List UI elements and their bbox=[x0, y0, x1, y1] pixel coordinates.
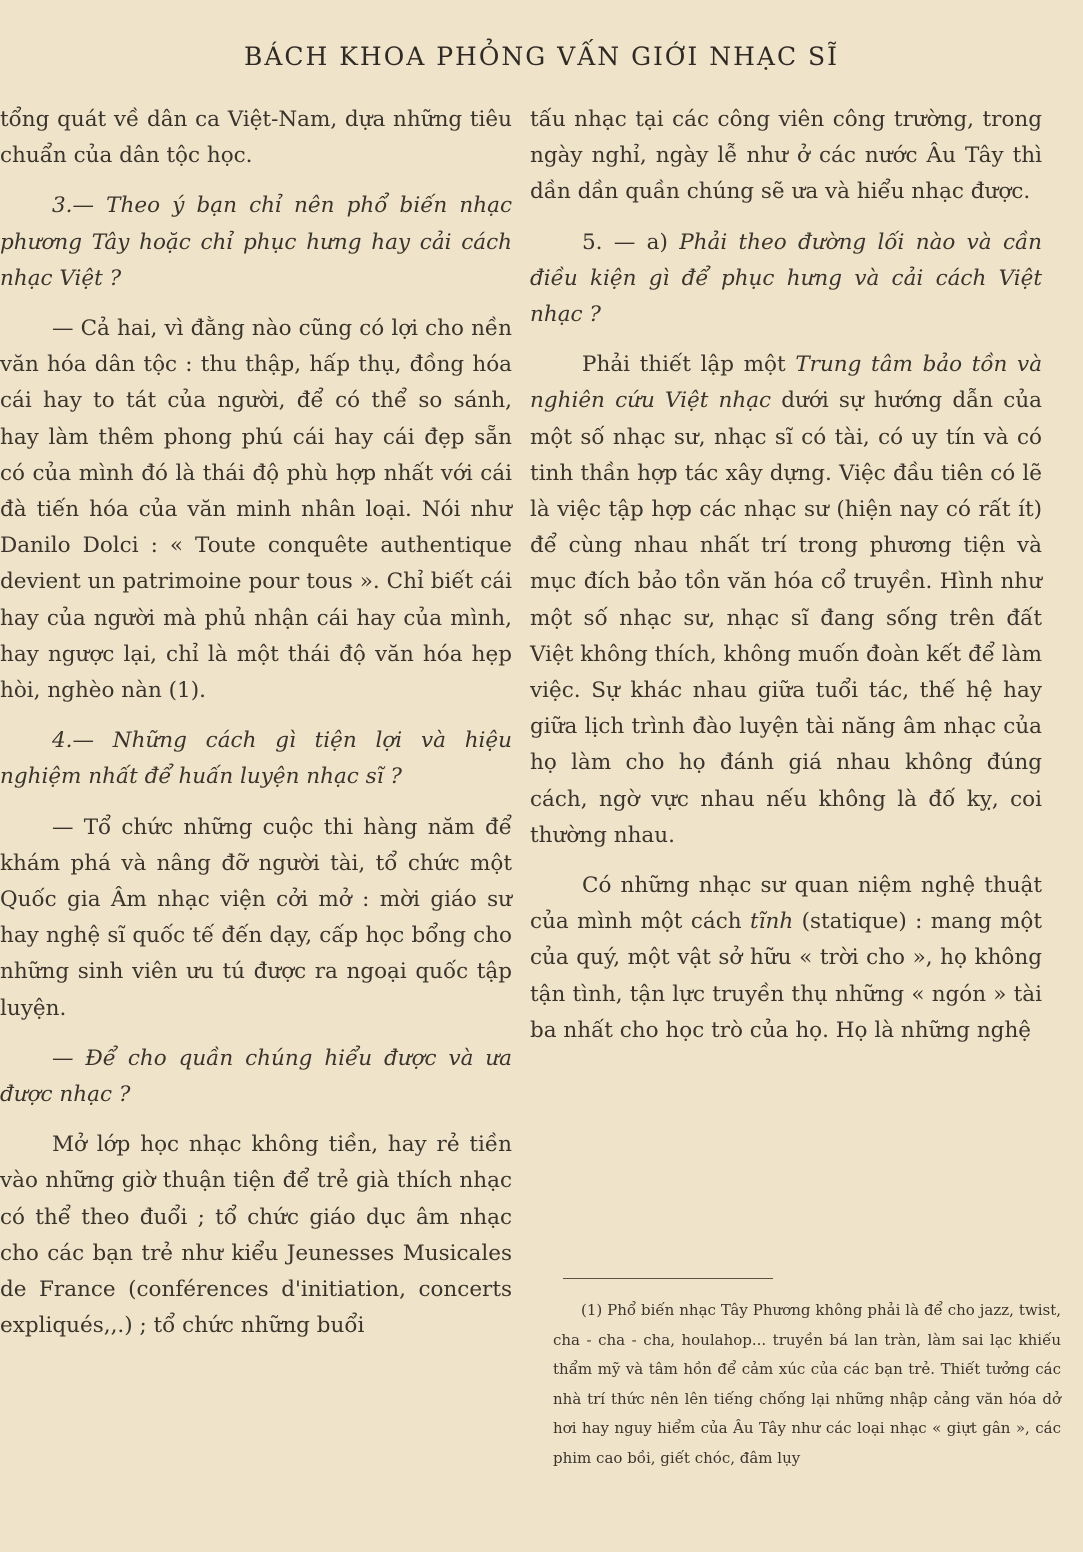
answer-3: — Cả hai, vì đằng nào cũng có lợi cho nền văn hóa dân tộc : thu thập, hấp thụ, đồng hóa cái hay to tát của người, để có thể so sánh, hay làm thêm phong phú cái hay cái đẹp sẵn có của mình đó là thái độ phù hợp nhất với cái đà tiến hóa của văn minh nhân loại. Nói như Danilo Dolci : « Toute conquête authentique devient un patrimoine pour tous ». Chỉ biết cái hay của người mà phủ nhận cái hay của mình, hay ngược lại, chỉ là một thái độ văn hóa hẹp hòi, nghèo nàn (1). bbox=[0, 316, 512, 704]
emphasis-text: Trung tâm bảo tồn và nghiên cứu Việt nhạc bbox=[530, 352, 1043, 414]
answer-5 bbox=[530, 347, 1042, 854]
emphasis-text: tĩnh bbox=[750, 909, 794, 935]
answer-4b: Mở lớp học nhạc không tiền, hay rẻ tiền vào những giờ thuận tiện để trẻ già thích nhạc có thể theo đuổi ; tổ chức giáo dục âm nhạc cho các bạn trẻ như kiểu Jeunesses Musicales de France (conférences d'initiation, concerts expliqués,,.) ; tổ chức những buổi bbox=[0, 1132, 512, 1339]
question-3: 3.— Theo ý bạn chỉ nên phổ biến nhạc phương Tây hoặc chỉ phục hưng hay cải cách nhạc Việt ? bbox=[0, 193, 512, 291]
paragraph: tổng quát về dân ca Việt-Nam, dựa những tiêu chuẩn của dân tộc học. bbox=[0, 107, 512, 169]
answer-text: Phải thiết lập một bbox=[582, 352, 786, 378]
answer-text: dưới sự hướng dẫn của một số nhạc sư, nhạc sĩ có tài, có uy tín và có tinh thần hợp tác xây dựng. Việc đầu tiên có lẽ là việc tập hợp các nhạc sư (hiện nay có rất ít) để cùng nhau nhất trí trong phương tiện và mục đích bảo tồn văn hóa cổ truyền. Hình như một số nhạc sư, nhạc sĩ đang sống trên đất Việt không thích, không muốn đoàn kết để làm việc. Sự khác nhau giữa tuổi tác, thế hệ hay giữa lịch trình đào luyện tài năng âm nhạc của họ làm cho họ đánh giá nhau không đúng cách, ngờ vực nhau nếu không là đố kỵ, coi thường nhau. bbox=[530, 388, 1042, 848]
footnote: (1) Phổ biến nhạc Tây Phương không phải là để cho jazz, twist, cha - cha - cha, houlahop... truyền bá lan tràn, làm sai lạc khiếu thẩm mỹ và tâm hồn để cảm xúc của các bạn trẻ. Thiết tưởng các nhà trí thức nên lên tiếng chống lại những nhập cảng văn hóa dở hơi hay nguy hiểm của Âu Tây như các loại nhạc « giựt gân », các phim cao bồi, giết chóc, đâm lụy bbox=[553, 1301, 1061, 1467]
left-column bbox=[0, 102, 512, 1345]
paragraph-text: (statique) : mang một của quý, một vật sở hữu « trời cho », họ không tận tình, tận lực truyền thụ những « ngón » tài ba nhất cho học trò của họ. Họ là những nghệ bbox=[530, 909, 1042, 1043]
paragraph-3 bbox=[530, 868, 1042, 1049]
question-number: 5. — a) bbox=[582, 229, 668, 255]
question-4: 4.— Những cách gì tiện lợi và hiệu nghiệm nhất để huấn luyện nhạc sĩ ? bbox=[0, 728, 512, 790]
right-column bbox=[530, 102, 1042, 1049]
paragraph: tấu nhạc tại các công viên công trường, trong ngày nghỉ, ngày lễ như ở các nước Âu Tây thì dần dần quần chúng sẽ ưa và hiểu nhạc được. bbox=[530, 107, 1042, 205]
paragraph-text: Có những nhạc sư quan niệm nghệ thuật của mình một cách bbox=[530, 873, 1042, 935]
question-text: Phải theo đường lối nào và cần điều kiện gì để phục hưng và cải cách Việt nhạc ? bbox=[530, 229, 1043, 328]
footnote-rule bbox=[563, 1278, 773, 1279]
answer-4: — Tổ chức những cuộc thi hàng năm để khám phá và nâng đỡ người tài, tổ chức một Quốc gia Âm nhạc viện cởi mở : mời giáo sư hay nghệ sĩ quốc tế đến dạy, cấp học bổng cho những sinh viên ưu tú được ra ngoại quốc tập luyện. bbox=[0, 814, 512, 1021]
question-5 bbox=[530, 225, 1042, 334]
page-header: BÁCH KHOA PHỎNG VẤN GIỚI NHẠC SĨ bbox=[243, 42, 840, 71]
question-4b: — Để cho quần chúng hiểu được và ưa được nhạc ? bbox=[0, 1045, 512, 1108]
